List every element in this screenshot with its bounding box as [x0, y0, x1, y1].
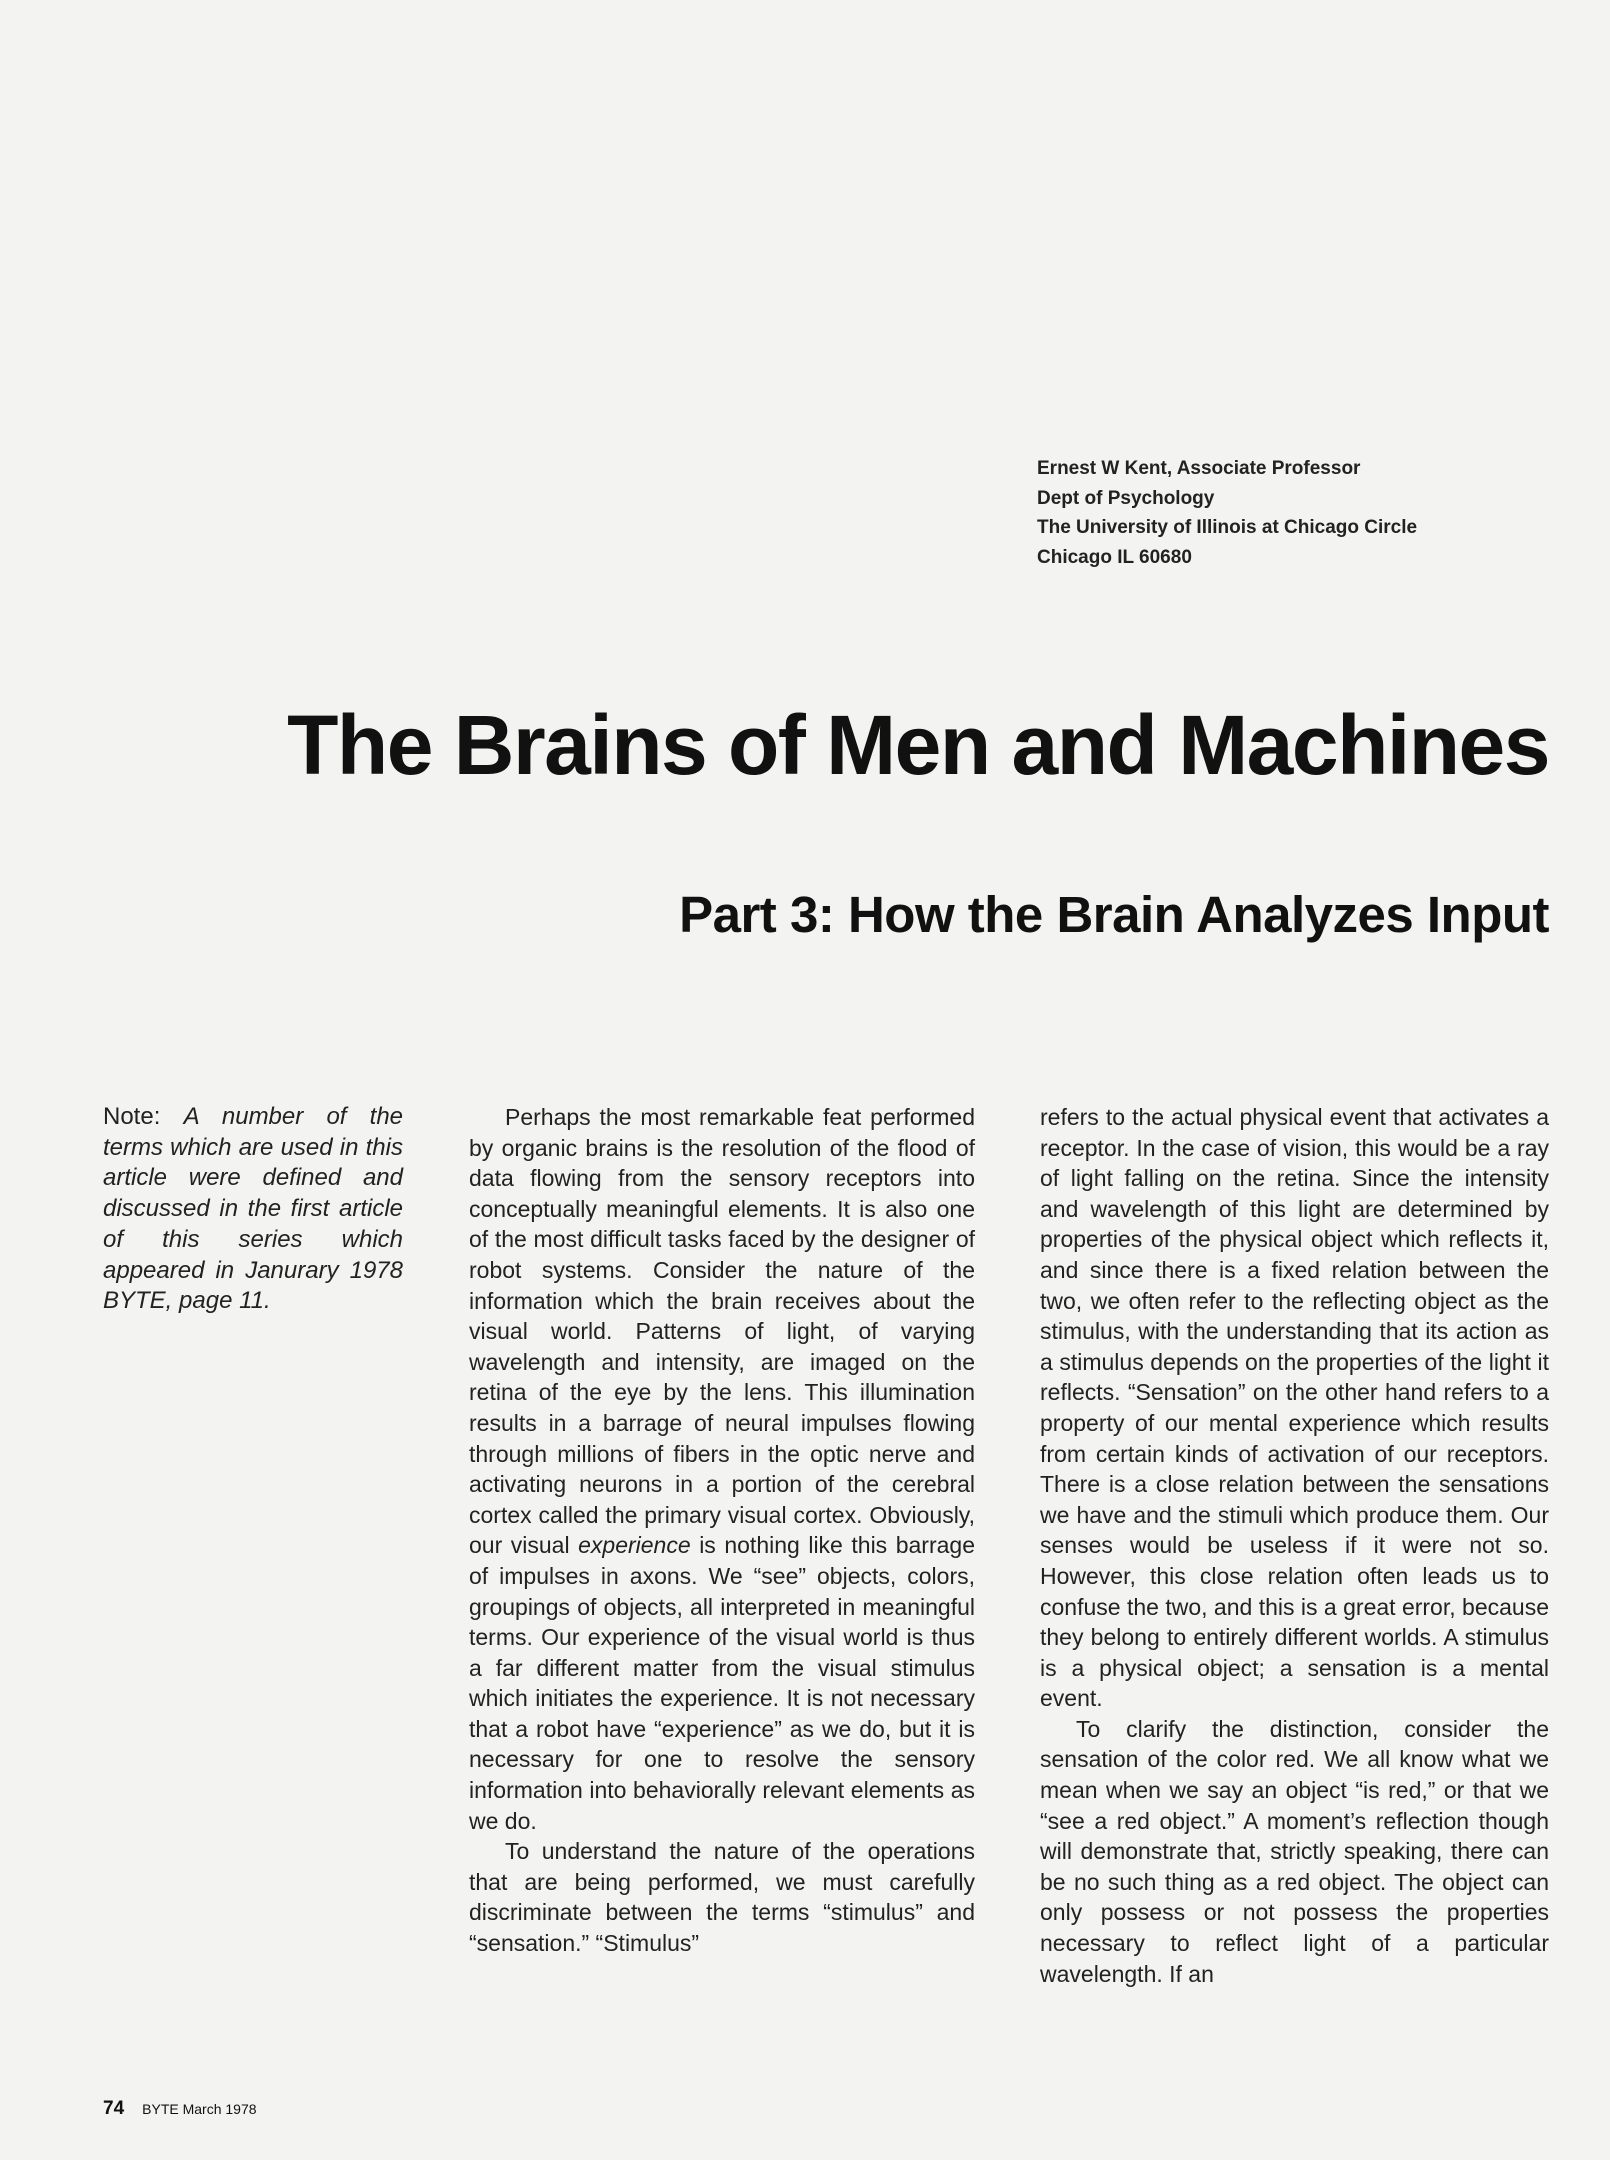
- text-column-1: [469, 1102, 975, 1959]
- emphasis-text: experience: [578, 1532, 691, 1559]
- author-block: [1037, 454, 1417, 572]
- magazine-issue: BYTE March 1978: [142, 2101, 257, 2117]
- author-name: Ernest W Kent, Associate Professor: [1037, 458, 1361, 479]
- paragraph: To clarify the distinction, consider the sensation of the color red. We all know what we mean when we say an object “is red,” or that we “see a red object.” A moment’s reflection though will demonstrate that, strictly speaking, there can be no such thing as a red object. The object can only possess or not possess the properties necessary to reflect light of a particular wavelength. If an: [1040, 1715, 1549, 1987]
- page-number: 74: [103, 2098, 125, 2119]
- author-city: Chicago IL 60680: [1037, 546, 1192, 568]
- text-column-2: [1040, 1102, 1549, 1989]
- note-body: A number of the terms which are used in this article were defined and discussed in the first article of this series which appeared in Janurary 1978 BYTE, page 11.: [103, 1103, 404, 1315]
- paragraph-text: Perhaps the most remarkable feat performed by organic brains is the resolution of the flood of data flowing from the sensory receptors into conceptually meaningful elements. It is also one of the most difficult tasks faced by the designer of robot systems. Consider the nature of the information which the brain receives about the visual world. Patterns of light, of varying wavelength and intensity, are imaged on the retina of the eye by the lens. This illumination results in a barrage of neural impulses flowing through millions of fibers in the optic nerve and activating neurons in a portion of the cerebral cortex called the primary visual cortex. Obviously, our visual: [469, 1104, 975, 1559]
- paragraph: [469, 1102, 975, 1836]
- author-department: Dept of Psychology: [1037, 487, 1215, 509]
- editor-note: [103, 1102, 403, 1317]
- page-footer: [103, 2098, 257, 2120]
- paragraph: To understand the nature of the operations that are being performed, we must carefully discriminate between the terms “stimulus” and “sensation.” “Stimulus”: [469, 1838, 975, 1957]
- paragraph-text: is nothing like this barrage of impulses in axons. We “see” objects, colors, groupings of objects, all interpreted in meaningful terms. Our experience of the visual world is thus a far different matter from the visual stimulus which initiates the experience. It is not necessary that a robot have “experience” as we do, but it is necessary for one to resolve the sensory information into behaviorally relevant elements as we do.: [469, 1532, 975, 1834]
- note-label: Note:: [103, 1103, 184, 1130]
- author-university: The University of Illinois at Chicago Circle: [1037, 517, 1418, 538]
- paragraph: refers to the actual physical event that activates a receptor. In the case of vision, this would be a ray of light falling on the retina. Since the intensity and wavelength of this light are determined by properties of the physical object which reflects it, and since there is a fixed relation between the two, we often refer to the reflecting object as the stimulus, with the understanding that its action as a stimulus depends on the properties of the light it reflects. “Sensation” on the other hand refers to a property of our mental experience which results from certain kinds of activation of our receptors. There is a close relation between the sensations we have and the stimuli which produce them. Our senses would be useless if it were not so. However, this close relation often leads us to confuse the two, and this is a great error, because they belong to entirely different worlds. A stimulus is a physical object; a sensation is a mental event.: [1040, 1104, 1549, 1712]
- article-title: The Brains of Men and Machines: [287, 698, 1549, 792]
- article-subtitle: Part 3: How the Brain Analyzes Input: [679, 886, 1549, 943]
